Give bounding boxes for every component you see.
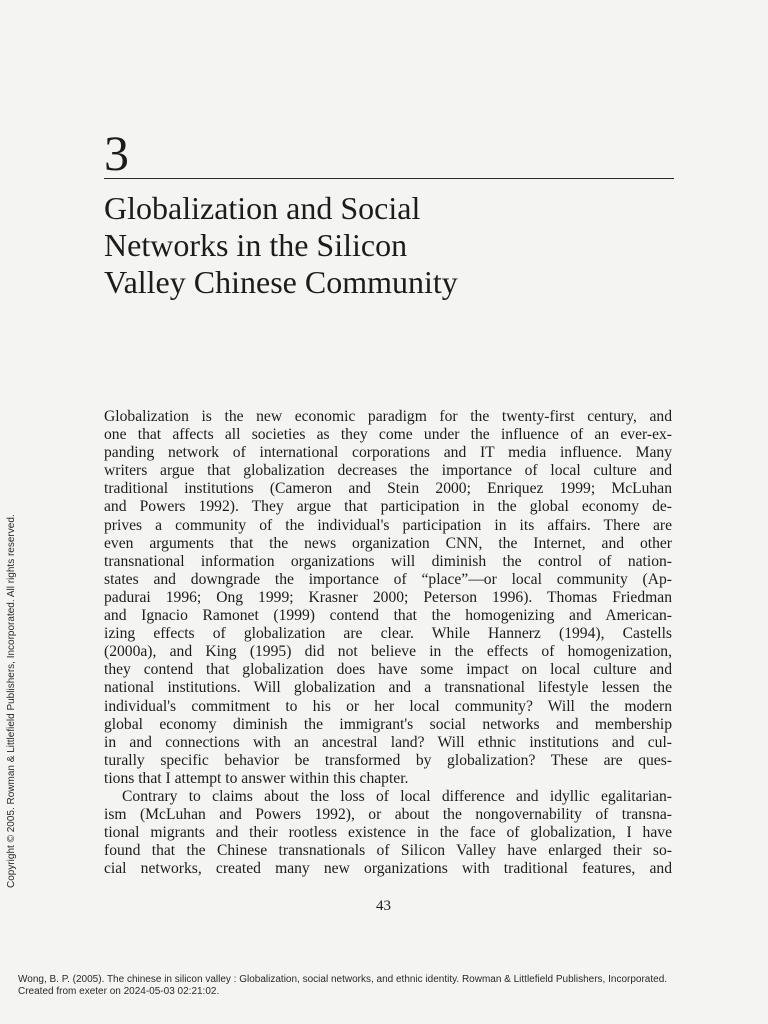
paragraph-1 xyxy=(104,408,672,788)
text-line: Globalization is the new economic paradigm for the twenty-first century, and xyxy=(104,408,672,425)
text-line: ism (McLuhan and Powers 1992), or about the nongovernability of transna- xyxy=(104,806,672,824)
text-line: national institutions. Will globalization and a transnational lifestyle lessen the xyxy=(104,679,672,697)
text-line: one that affects all societies as they come under the influence of an ever-ex- xyxy=(104,426,672,444)
citation-footer xyxy=(18,974,667,997)
text-line: they contend that globalization does have some impact on local culture and xyxy=(104,661,672,679)
text-line: and Powers 1992). They argue that participation in the global economy de- xyxy=(104,498,672,516)
chapter-title-line: Networks in the Silicon xyxy=(104,227,408,263)
text-line: cial networks, created many new organizations with traditional features, and xyxy=(104,860,672,878)
text-line: tional migrants and their rootless existence in the face of globalization, I have xyxy=(104,824,672,842)
body-text xyxy=(104,408,672,878)
text-line: in and connections with an ancestral land? Will ethnic institutions and cul- xyxy=(104,733,672,751)
text-line: (2000a), and King (1995) did not believe in the effects of homogenization, xyxy=(104,643,672,661)
text-line: padurai 1996; Ong 1999; Krasner 2000; Peterson 1996). Thomas Friedman xyxy=(104,588,672,606)
text-line: prives a community of the individual's participation in its affairs. There are xyxy=(104,516,672,534)
text-line: transnational information organizations will diminish the control of nation- xyxy=(104,552,672,570)
text-line: traditional institutions (Cameron and Stein 2000; Enriquez 1999; McLuhan xyxy=(104,480,672,498)
text-line: panding network of international corporations and IT media influence. Many xyxy=(104,444,672,462)
chapter-title xyxy=(104,190,664,301)
text-line: Contrary to claims about the loss of local difference and idyllic egalitarian- xyxy=(122,787,672,805)
text-line: individual's commitment to his or her local community? Will the modern xyxy=(104,697,672,715)
footer-citation: Wong, B. P. (2005). The chinese in silicon valley : Globalization, social networks, and ethnic identity. Rowman & Littlefield Publishers, Incorporated. xyxy=(18,974,668,985)
chapter-title-line: Valley Chinese Community xyxy=(104,264,458,300)
text-line: even arguments that the news organization CNN, the Internet, and other xyxy=(104,534,672,552)
text-line: tions that I attempt to answer within this chapter. xyxy=(104,769,409,787)
text-line: writers argue that globalization decreases the importance of local culture and xyxy=(104,462,672,480)
text-line: found that the Chinese transnationals of Silicon Valley have enlarged their so- xyxy=(104,842,672,860)
page-number: 43 xyxy=(376,898,391,914)
text-line: izing effects of globalization are clear. While Hannerz (1994), Castells xyxy=(104,625,672,643)
chapter-number: 3 xyxy=(104,125,129,181)
side-copyright-notice: Copyright © 2005. Rowman & Littlefield Publishers, Incorporated. All rights reserved. xyxy=(6,514,17,888)
paragraph-2 xyxy=(104,788,672,878)
text-line: global economy diminish the immigrant's social networks and membership xyxy=(104,715,672,733)
footer-created: Created from exeter on 2024-05-03 02:21:02. xyxy=(18,985,220,997)
chapter-rule xyxy=(104,178,674,179)
chapter-title-line: Globalization and Social xyxy=(104,190,421,226)
text-line: and Ignacio Ramonet (1999) contend that the homogenizing and American- xyxy=(104,607,672,625)
text-line: turally specific behavior be transformed by globalization? These are ques- xyxy=(104,751,672,769)
text-line: states and downgrade the importance of “place”—or local community (Ap- xyxy=(104,570,672,588)
